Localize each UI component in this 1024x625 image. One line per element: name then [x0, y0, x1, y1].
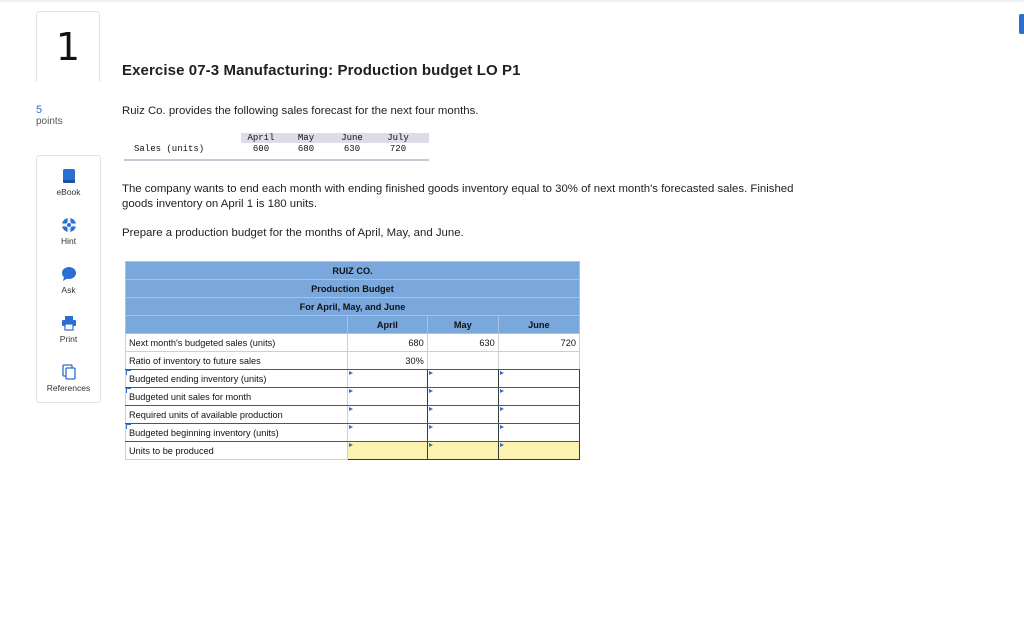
row-label-units-to-produce: Units to be produced — [126, 442, 348, 460]
instructions-line-2: goods inventory on April 1 is 180 units. — [122, 198, 318, 210]
beginning-inventory-may-input[interactable] — [427, 424, 498, 442]
ebook-button[interactable] — [37, 156, 100, 205]
cell-value: 720 — [498, 334, 579, 352]
question-number-box — [36, 11, 100, 82]
cell-value: 680 — [348, 334, 428, 352]
units-to-produce-may-input[interactable] — [427, 442, 498, 460]
forecast-value: 720 — [389, 144, 407, 154]
row-label-next-month-sales: Next month's budgeted sales (units) — [126, 334, 348, 352]
chat-bubble-icon — [61, 266, 77, 282]
forecast-month: June — [341, 133, 363, 143]
top-divider — [0, 0, 1024, 2]
intro-text: Ruiz Co. provides the following sales forecast for the next four months. — [122, 105, 479, 117]
expand-panel-tab[interactable] — [1019, 14, 1024, 34]
ending-inventory-april-input[interactable] — [348, 370, 428, 388]
forecast-month: April — [247, 133, 275, 143]
book-icon — [62, 168, 76, 184]
row-label-unit-sales: Budgeted unit sales for month — [126, 388, 348, 406]
column-header-blank — [126, 316, 348, 334]
unit-sales-june-input[interactable] — [498, 388, 579, 406]
ending-inventory-june-input[interactable] — [498, 370, 579, 388]
instructions-line-1: The company wants to end each month with ending finished goods inventory equal to 30% of next month's forecasted sales. Finished — [122, 183, 794, 195]
forecast-row-label: Sales (units) — [134, 144, 205, 154]
printer-icon — [61, 315, 77, 331]
sales-forecast-table — [124, 133, 429, 161]
unit-sales-april-input[interactable] — [348, 388, 428, 406]
cell-value — [427, 352, 498, 370]
column-header-june: June — [498, 316, 579, 334]
forecast-month: May — [297, 133, 315, 143]
beginning-inventory-april-input[interactable] — [348, 424, 428, 442]
ebook-label: eBook — [56, 187, 81, 197]
units-to-produce-june-input[interactable] — [498, 442, 579, 460]
column-header-may: May — [427, 316, 498, 334]
units-to-produce-april-input[interactable] — [348, 442, 428, 460]
task-prompt: Prepare a production budget for the months of April, May, and June. — [122, 227, 464, 239]
hint-label: Hint — [60, 236, 77, 246]
required-units-april-input[interactable] — [348, 406, 428, 424]
ask-button[interactable] — [37, 254, 100, 303]
exercise-title: Exercise 07-3 Manufacturing: Production budget LO P1 — [122, 62, 521, 79]
row-label-required-units: Required units of available production — [126, 406, 348, 424]
budget-company: RUIZ CO. — [126, 262, 580, 280]
unit-sales-may-input[interactable] — [427, 388, 498, 406]
print-button[interactable] — [37, 303, 100, 352]
budget-period: For April, May, and June — [126, 298, 580, 316]
cell-value: 30% — [348, 352, 428, 370]
points-value: 5 — [36, 104, 43, 116]
hint-button[interactable] — [37, 205, 100, 254]
points-label: points — [36, 116, 63, 127]
copy-documents-icon — [61, 364, 77, 380]
budget-title: Production Budget — [126, 280, 580, 298]
forecast-month: July — [387, 133, 409, 143]
references-button[interactable] — [37, 352, 100, 401]
cell-value: 630 — [427, 334, 498, 352]
print-label: Print — [59, 334, 78, 344]
tools-sidebar — [36, 155, 101, 403]
column-header-april: April — [348, 316, 428, 334]
cell-value — [498, 352, 579, 370]
ask-label: Ask — [61, 285, 76, 295]
beginning-inventory-june-input[interactable] — [498, 424, 579, 442]
ending-inventory-may-input[interactable] — [427, 370, 498, 388]
row-label-beginning-inventory: Budgeted beginning inventory (units) — [126, 424, 348, 442]
lifebuoy-icon — [61, 217, 77, 233]
forecast-value: 600 — [252, 144, 270, 154]
row-label-ratio: Ratio of inventory to future sales — [126, 352, 348, 370]
required-units-june-input[interactable] — [498, 406, 579, 424]
points-indicator — [36, 104, 63, 127]
forecast-value: 680 — [297, 144, 315, 154]
forecast-value: 630 — [343, 144, 361, 154]
instructions-paragraph — [122, 182, 793, 212]
production-budget-table — [125, 261, 580, 460]
references-label: References — [46, 383, 91, 393]
row-label-ending-inventory: Budgeted ending inventory (units) — [126, 370, 348, 388]
question-number: 1 — [55, 25, 81, 69]
required-units-may-input[interactable] — [427, 406, 498, 424]
